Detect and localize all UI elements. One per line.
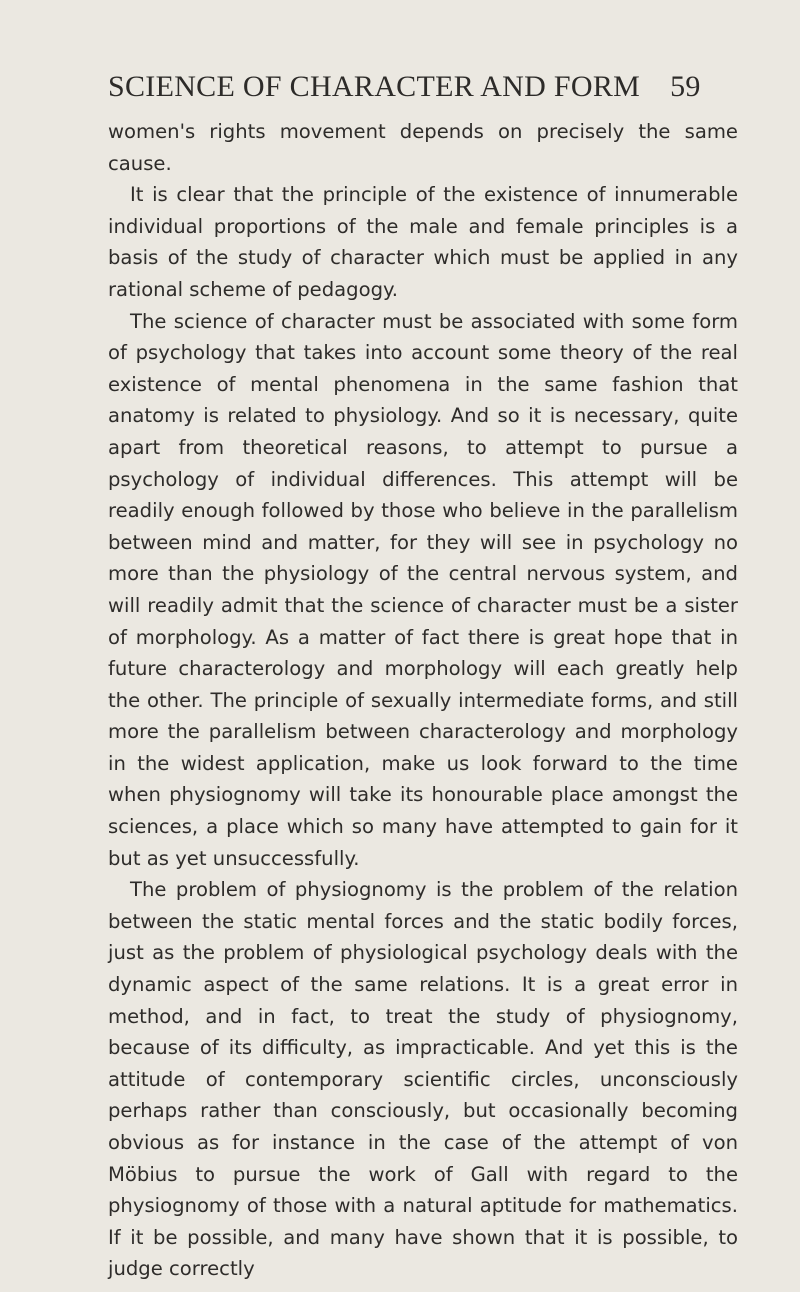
paragraph: The problem of physiognomy is the problem of the relation between the static mental forces and the static bodily forces, just as the problem of physiological psychology deals with the dynamic aspect of the same relations. It is a great error in method, and in fact, to treat the study of physiognomy, because of its difficulty, as impracticable. And yet this is the attitude of contemporary scientific circles, unconsciously perhaps rather than consciously, but occasionally becoming obvious as for instance in the case of the attempt of von Möbius to pursue the work of Gall with regard to the physiognomy of those with a natural aptitude for mathematics. If it be possible, and many have shown that it is possible, to judge correctly — [108, 878, 738, 1281]
paragraph: It is clear that the principle of the existence of innumerable individual proportions of the male and female principles is a basis of the study of character which must be applied in any rational scheme of pedagogy. — [108, 183, 738, 301]
running-head — [108, 70, 738, 114]
paragraph: The science of character must be associated with some form of psychology that takes into account some theory of the real existence of mental phenomena in the same fashion that anatomy is related to physiology. And so it is necessary, quite apart from theoretical reasons, to attempt to pursue a psychology of individual differences. This attempt will be readily enough followed by those who believe in the parallelism between mind and matter, for they will see in psychology no more than the physiology of the central nervous system, and will readily admit that the science of character must be a sister of morphology. As a matter of fact there is great hope that in future characterology and morphology will each greatly help the other. The principle of sexually intermediate forms, and still more the parallelism between characterology and morphology in the widest application, make us look forward to the time when physiognomy will take its honourable place amongst the sciences, a place which so many have attempted to gain for it but as yet unsuccessfully. — [108, 309, 738, 870]
paragraph-continuation: women's rights movement depends on precisely the same cause. — [108, 120, 738, 175]
running-head-title: SCIENCE OF CHARACTER AND FORM — [108, 70, 641, 103]
body-text — [108, 116, 738, 1285]
page-number: 59 — [670, 70, 701, 103]
